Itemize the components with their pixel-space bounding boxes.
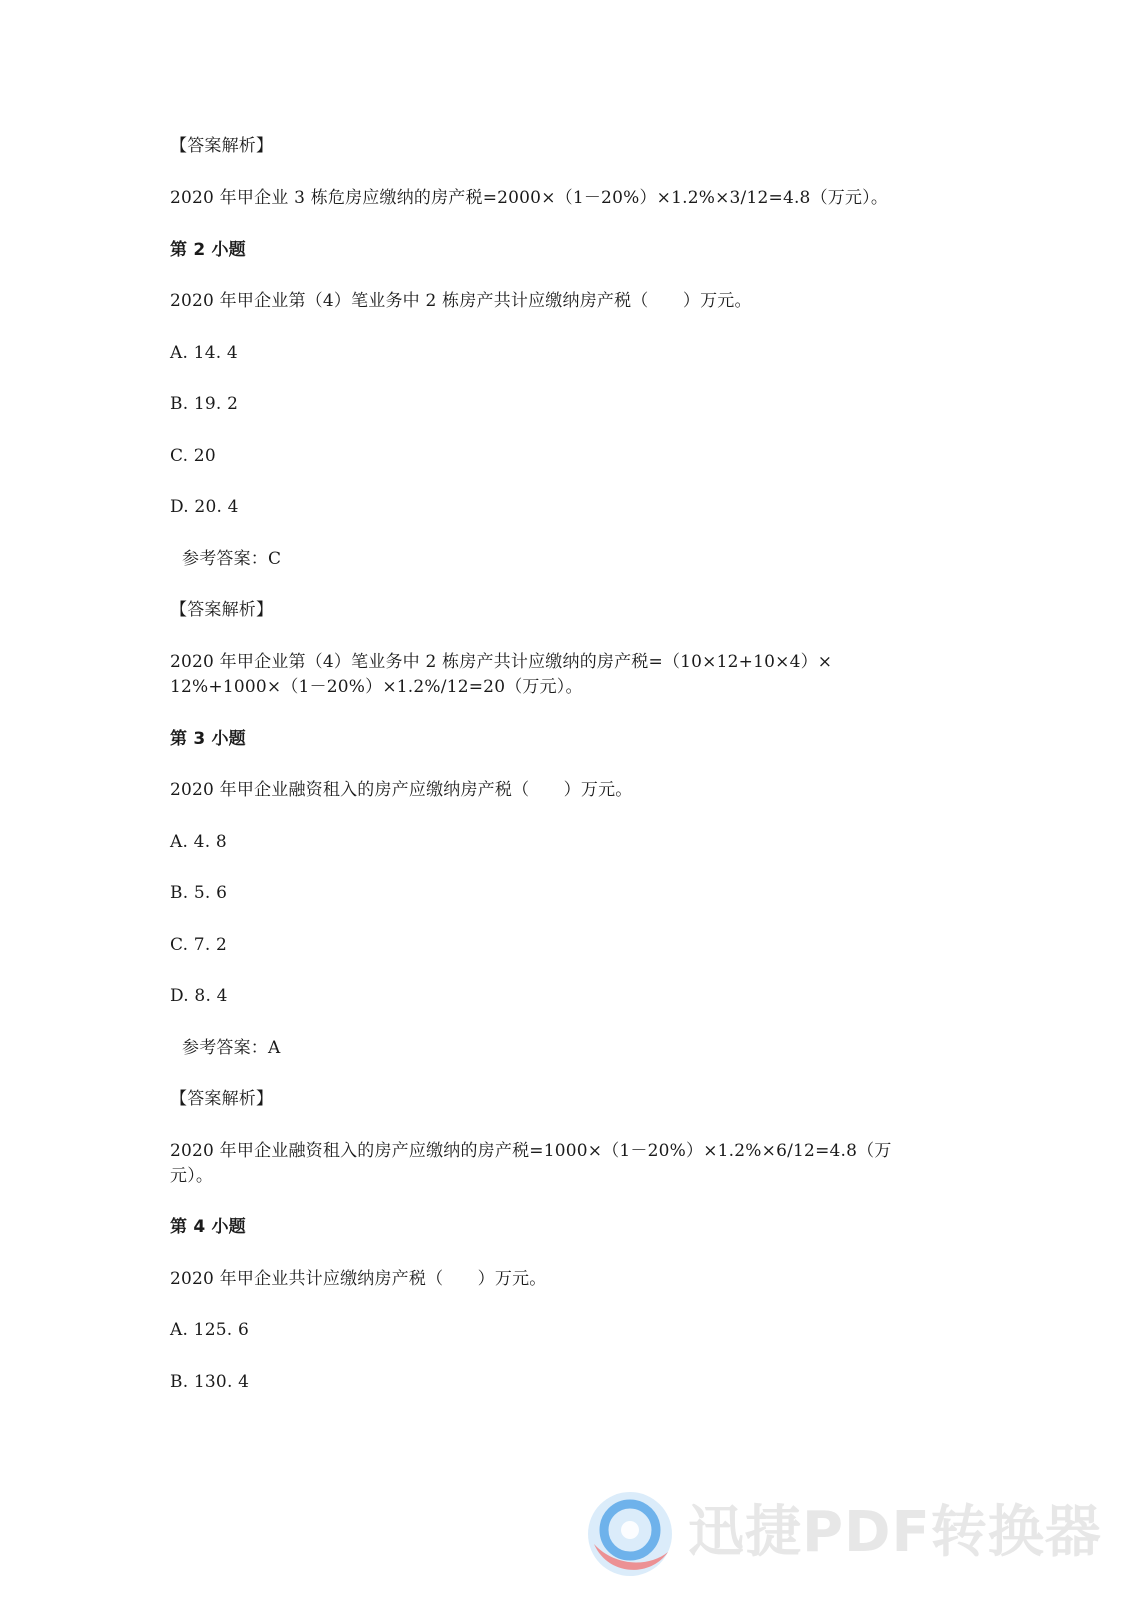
question-stem: 2020 年甲企业第（4）笔业务中 2 栋房产共计应缴纳房产税（ ）万元。 [170,291,752,311]
analysis-text: 12%+1000×（1－20%）×1.2%/12=20（万元）。 [170,677,583,697]
option-c: C. 20 [170,446,216,466]
analysis-heading: 【答案解析】 [170,136,274,156]
question-title: 第 2 小题 [170,240,246,260]
reference-answer: 参考答案：A [182,1038,281,1058]
option-a: A. 14. 4 [170,343,238,363]
option-a: A. 125. 6 [170,1320,249,1340]
analysis-text: 元）。 [170,1166,214,1186]
reference-answer: 参考答案：C [182,549,282,569]
option-d: D. 20. 4 [170,497,239,517]
option-a: A. 4. 8 [170,832,227,852]
option-b: B. 19. 2 [170,394,239,414]
watermark-text: 迅捷PDF转换器 [688,1500,1102,1565]
analysis-text: 2020 年甲企业融资租入的房产应缴纳的房产税=1000×（1－20%）×1.2%×6/12=4.8（万 [170,1141,892,1161]
analysis-heading: 【答案解析】 [170,600,274,620]
pdf-converter-logo-icon [584,1488,676,1580]
analysis-heading: 【答案解析】 [170,1089,274,1109]
analysis-text: 2020 年甲企业 3 栋危房应缴纳的房产税=2000×（1－20%）×1.2%×3/12=4.8（万元）。 [170,188,889,208]
watermark [584,1488,1104,1588]
option-c: C. 7. 2 [170,935,228,955]
option-b: B. 5. 6 [170,883,228,903]
question-stem: 2020 年甲企业共计应缴纳房产税（ ）万元。 [170,1269,547,1289]
question-title: 第 3 小题 [170,729,246,749]
analysis-text: 2020 年甲企业第（4）笔业务中 2 栋房产共计应缴纳的房产税=（10×12+10×4）× [170,652,833,672]
question-title: 第 4 小题 [170,1217,246,1237]
question-stem: 2020 年甲企业融资租入的房产应缴纳房产税（ ）万元。 [170,780,633,800]
option-b: B. 130. 4 [170,1372,250,1392]
option-d: D. 8. 4 [170,986,228,1006]
